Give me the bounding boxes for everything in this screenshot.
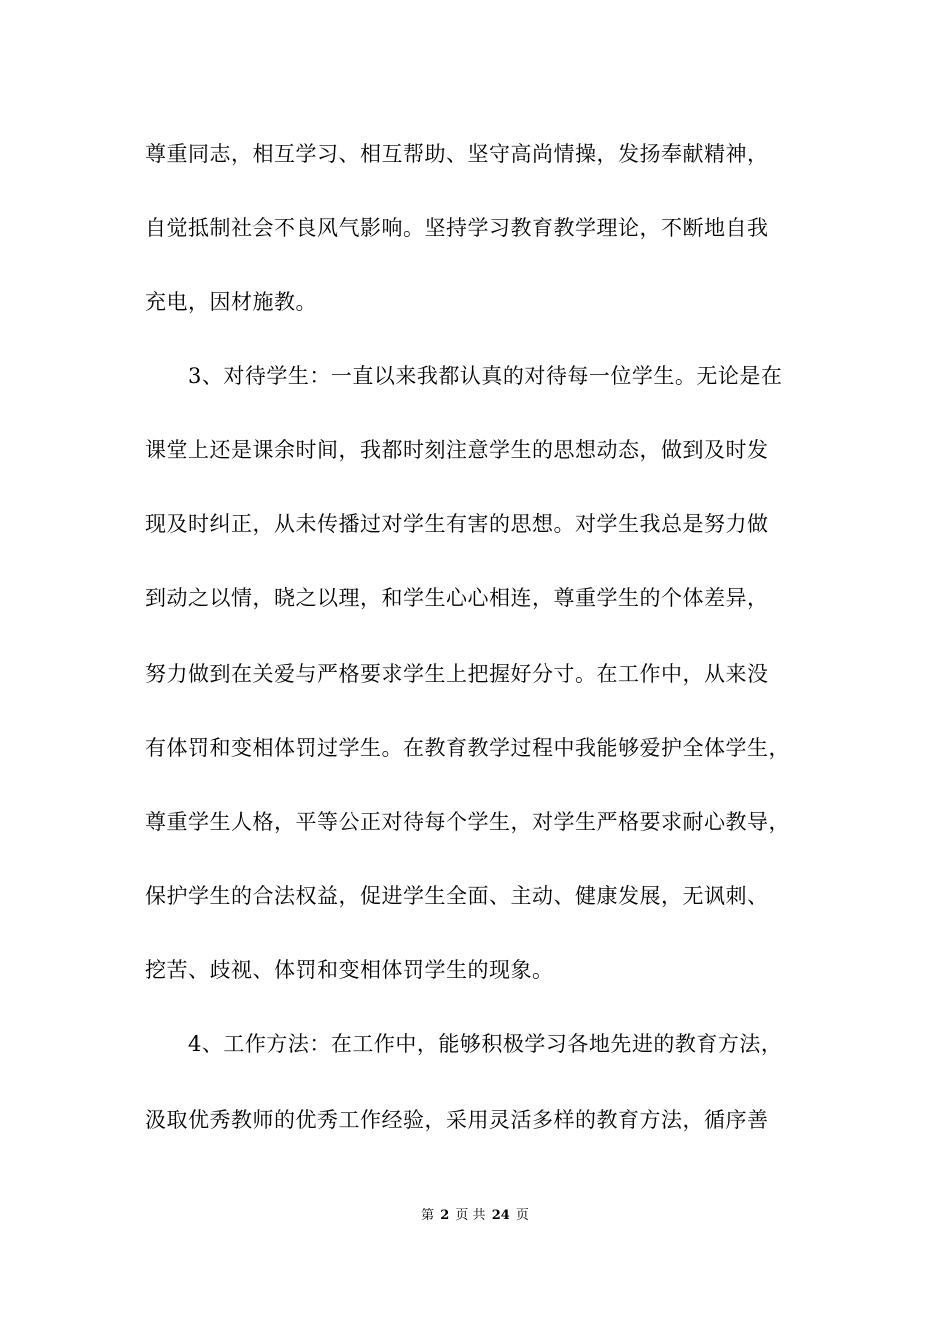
text-line-8: 努力做到在关爱与严格要求学生上把握好分寸。在工作中，从来没 [145,662,769,686]
text-line-1: 尊重同志，相互学习、相互帮助、坚守高尚情操，发扬奉献精神， [145,142,769,166]
footer-middle: 页 共 [455,1208,486,1223]
text-line-3: 充电，因材施教。 [145,290,317,314]
text-line-4: 3、对待学生：一直以来我都认真的对待每一位学生。无论是在 [188,364,783,388]
footer-suffix: 页 [515,1208,529,1223]
text-line-12: 挖苦、歧视、体罚和变相体罚学生的现象。 [145,958,554,982]
text-line-6: 现及时纠正，从未传播过对学生有害的思想。对学生我总是努力做 [145,512,769,536]
text-line-14: 汲取优秀教师的优秀工作经验，采用灵活多样的教育方法，循序善 [145,1108,769,1132]
text-line-2: 自觉抵制社会不良风气影响。坚持学习教育教学理论，不断地自我 [145,216,769,240]
footer-current-page: 2 [440,1208,450,1223]
page-footer [0,1207,950,1225]
text-line-13: 4、工作方法：在工作中，能够积极学习各地先进的教育方法， [188,1032,783,1056]
footer-total-pages: 24 [491,1208,510,1223]
text-line-11: 保护学生的合法权益，促进学生全面、主动、健康发展，无讽刺、 [145,884,769,908]
text-line-5: 课堂上还是课余时间，我都时刻注意学生的思想动态，做到及时发 [145,438,769,462]
text-line-9: 有体罚和变相体罚过学生。在教育教学过程中我能够爱护全体学生， [145,736,790,760]
text-line-10: 尊重学生人格，平等公正对待每个学生，对学生严格要求耐心教导， [145,810,790,834]
text-line-7: 到动之以情，晓之以理，和学生心心相连，尊重学生的个体差异， [145,586,769,610]
footer-prefix: 第 [421,1208,435,1223]
